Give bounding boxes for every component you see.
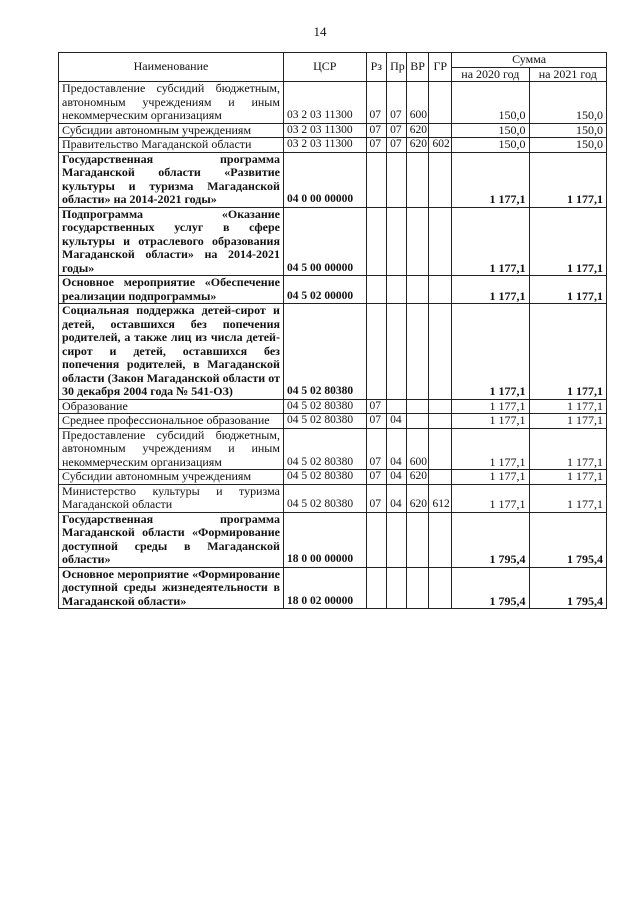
cell-y2021: 1 177,1 bbox=[529, 399, 606, 414]
cell-y2021: 1 177,1 bbox=[529, 428, 606, 470]
cell-y2020: 1 795,4 bbox=[452, 512, 529, 567]
cell-rz bbox=[366, 512, 387, 567]
cell-pr bbox=[387, 207, 407, 276]
cell-rz: 07 bbox=[366, 82, 387, 124]
cell-name: Предоставление субсидий бюджетным, автономным учреждениям и иным некоммерческим организациям bbox=[59, 428, 284, 470]
cell-csr: 04 5 00 00000 bbox=[283, 207, 366, 276]
cell-csr: 03 2 03 11300 bbox=[283, 123, 366, 138]
cell-rz: 07 bbox=[366, 470, 387, 485]
cell-name: Правительство Магаданской области bbox=[59, 138, 284, 153]
cell-gr bbox=[429, 304, 452, 400]
cell-rz: 07 bbox=[366, 484, 387, 512]
cell-y2021: 150,0 bbox=[529, 138, 606, 153]
cell-rz bbox=[366, 304, 387, 400]
table-row bbox=[59, 567, 607, 609]
cell-vr bbox=[406, 207, 429, 276]
header-row bbox=[59, 53, 607, 68]
cell-y2021: 1 177,1 bbox=[529, 207, 606, 276]
header-year-2020: на 2020 год bbox=[452, 67, 529, 82]
cell-y2020: 1 177,1 bbox=[452, 304, 529, 400]
cell-gr bbox=[429, 123, 452, 138]
cell-y2021: 1 795,4 bbox=[529, 567, 606, 609]
cell-csr: 04 5 02 80380 bbox=[283, 414, 366, 429]
cell-y2020: 150,0 bbox=[452, 123, 529, 138]
table-row bbox=[59, 152, 607, 207]
cell-y2021: 1 795,4 bbox=[529, 512, 606, 567]
cell-gr bbox=[429, 152, 452, 207]
header-year-2021: на 2021 год bbox=[529, 67, 606, 82]
table-row bbox=[59, 399, 607, 414]
cell-y2020: 1 177,1 bbox=[452, 414, 529, 429]
cell-y2020: 1 177,1 bbox=[452, 276, 529, 304]
cell-vr: 600 bbox=[406, 82, 429, 124]
cell-rz: 07 bbox=[366, 399, 387, 414]
cell-y2020: 1 177,1 bbox=[452, 428, 529, 470]
cell-y2021: 1 177,1 bbox=[529, 484, 606, 512]
header-name: Наименование bbox=[59, 53, 284, 82]
cell-vr: 620 bbox=[406, 470, 429, 485]
cell-gr bbox=[429, 567, 452, 609]
cell-rz bbox=[366, 276, 387, 304]
table-row bbox=[59, 512, 607, 567]
cell-csr: 03 2 03 11300 bbox=[283, 138, 366, 153]
cell-gr: 612 bbox=[429, 484, 452, 512]
cell-y2021: 1 177,1 bbox=[529, 414, 606, 429]
cell-gr: 602 bbox=[429, 138, 452, 153]
header-sum: Сумма bbox=[452, 53, 607, 68]
cell-csr: 04 5 02 80380 bbox=[283, 470, 366, 485]
cell-name: Предоставление субсидий бюджетным, автономным учреждениям и иным некоммерческим организациям bbox=[59, 82, 284, 124]
cell-y2021: 1 177,1 bbox=[529, 470, 606, 485]
cell-pr: 04 bbox=[387, 414, 407, 429]
cell-gr bbox=[429, 207, 452, 276]
cell-y2021: 1 177,1 bbox=[529, 304, 606, 400]
cell-csr: 03 2 03 11300 bbox=[283, 82, 366, 124]
cell-vr: 600 bbox=[406, 428, 429, 470]
table-row bbox=[59, 428, 607, 470]
cell-csr: 04 5 02 00000 bbox=[283, 276, 366, 304]
cell-csr: 04 0 00 00000 bbox=[283, 152, 366, 207]
cell-name: Основное мероприятие «Формирование доступной среды жизнедеятельности в Магаданской области» bbox=[59, 567, 284, 609]
cell-gr bbox=[429, 428, 452, 470]
cell-vr bbox=[406, 304, 429, 400]
cell-rz: 07 bbox=[366, 138, 387, 153]
cell-gr bbox=[429, 82, 452, 124]
cell-name: Среднее профессиональное образование bbox=[59, 414, 284, 429]
cell-vr bbox=[406, 414, 429, 429]
table-row bbox=[59, 207, 607, 276]
header-gr: ГР bbox=[429, 53, 452, 82]
cell-y2020: 1 177,1 bbox=[452, 152, 529, 207]
cell-rz: 07 bbox=[366, 428, 387, 470]
cell-name: Социальная поддержка детей-сирот и детей, оставшихся без попечения родителей, а также лиц из числа детей-сирот и детей, оставшихся без попечения родителей, в Магаданской области (Закон Магаданской области от 30 декабря 2004 года № 541-ОЗ) bbox=[59, 304, 284, 400]
cell-pr bbox=[387, 567, 407, 609]
cell-csr: 04 5 02 80380 bbox=[283, 304, 366, 400]
cell-name: Основное мероприятие «Обеспечение реализации подпрограммы» bbox=[59, 276, 284, 304]
cell-rz bbox=[366, 567, 387, 609]
cell-pr bbox=[387, 276, 407, 304]
table-row bbox=[59, 276, 607, 304]
cell-pr bbox=[387, 304, 407, 400]
table-row bbox=[59, 484, 607, 512]
cell-name: Министерство культуры и туризма Магаданской области bbox=[59, 484, 284, 512]
header-pr: Пр bbox=[387, 53, 407, 82]
header-vr: ВР bbox=[406, 53, 429, 82]
cell-name: Субсидии автономным учреждениям bbox=[59, 470, 284, 485]
table-row bbox=[59, 123, 607, 138]
cell-y2021: 1 177,1 bbox=[529, 152, 606, 207]
cell-rz bbox=[366, 207, 387, 276]
cell-y2020: 150,0 bbox=[452, 138, 529, 153]
cell-csr: 04 5 02 80380 bbox=[283, 484, 366, 512]
table-row bbox=[59, 82, 607, 124]
cell-gr bbox=[429, 512, 452, 567]
cell-gr bbox=[429, 470, 452, 485]
budget-table bbox=[58, 52, 607, 609]
cell-name: Государственная программа Магаданской области «Формирование доступной среды в Магаданской области» bbox=[59, 512, 284, 567]
cell-csr: 04 5 02 80380 bbox=[283, 399, 366, 414]
cell-y2021: 1 177,1 bbox=[529, 276, 606, 304]
cell-rz: 07 bbox=[366, 123, 387, 138]
cell-vr: 620 bbox=[406, 123, 429, 138]
cell-y2020: 1 177,1 bbox=[452, 470, 529, 485]
cell-csr: 04 5 02 80380 bbox=[283, 428, 366, 470]
cell-rz bbox=[366, 152, 387, 207]
cell-gr bbox=[429, 276, 452, 304]
cell-csr: 18 0 00 00000 bbox=[283, 512, 366, 567]
cell-y2020: 1 177,1 bbox=[452, 399, 529, 414]
cell-name: Государственная программа Магаданской области «Развитие культуры и туризма Магаданской области» на 2014-2021 годы» bbox=[59, 152, 284, 207]
cell-csr: 18 0 02 00000 bbox=[283, 567, 366, 609]
cell-pr bbox=[387, 512, 407, 567]
cell-y2020: 1 177,1 bbox=[452, 207, 529, 276]
cell-y2021: 150,0 bbox=[529, 82, 606, 124]
cell-vr: 620 bbox=[406, 138, 429, 153]
cell-pr: 07 bbox=[387, 82, 407, 124]
table-row bbox=[59, 304, 607, 400]
table-row bbox=[59, 414, 607, 429]
cell-pr bbox=[387, 152, 407, 207]
cell-vr bbox=[406, 512, 429, 567]
cell-pr: 04 bbox=[387, 428, 407, 470]
cell-vr bbox=[406, 567, 429, 609]
header-rz: Рз bbox=[366, 53, 387, 82]
cell-vr bbox=[406, 152, 429, 207]
cell-pr: 07 bbox=[387, 123, 407, 138]
cell-pr: 07 bbox=[387, 138, 407, 153]
cell-name: Подпрограмма «Оказание государственных услуг в сфере культуры и отраслевого образования Магаданской области» на 2014-2021 годы» bbox=[59, 207, 284, 276]
cell-vr bbox=[406, 399, 429, 414]
table-row bbox=[59, 138, 607, 153]
cell-y2020: 1 177,1 bbox=[452, 484, 529, 512]
cell-pr bbox=[387, 399, 407, 414]
cell-y2020: 1 795,4 bbox=[452, 567, 529, 609]
cell-vr: 620 bbox=[406, 484, 429, 512]
cell-name: Субсидии автономным учреждениям bbox=[59, 123, 284, 138]
cell-vr bbox=[406, 276, 429, 304]
cell-y2021: 150,0 bbox=[529, 123, 606, 138]
cell-y2020: 150,0 bbox=[452, 82, 529, 124]
cell-pr: 04 bbox=[387, 484, 407, 512]
table-body bbox=[59, 82, 607, 609]
cell-pr: 04 bbox=[387, 470, 407, 485]
cell-gr bbox=[429, 414, 452, 429]
cell-gr bbox=[429, 399, 452, 414]
page-number: 14 bbox=[313, 24, 327, 39]
cell-name: Образование bbox=[59, 399, 284, 414]
header-csr: ЦСР bbox=[283, 53, 366, 82]
table-row bbox=[59, 470, 607, 485]
cell-rz: 07 bbox=[366, 414, 387, 429]
